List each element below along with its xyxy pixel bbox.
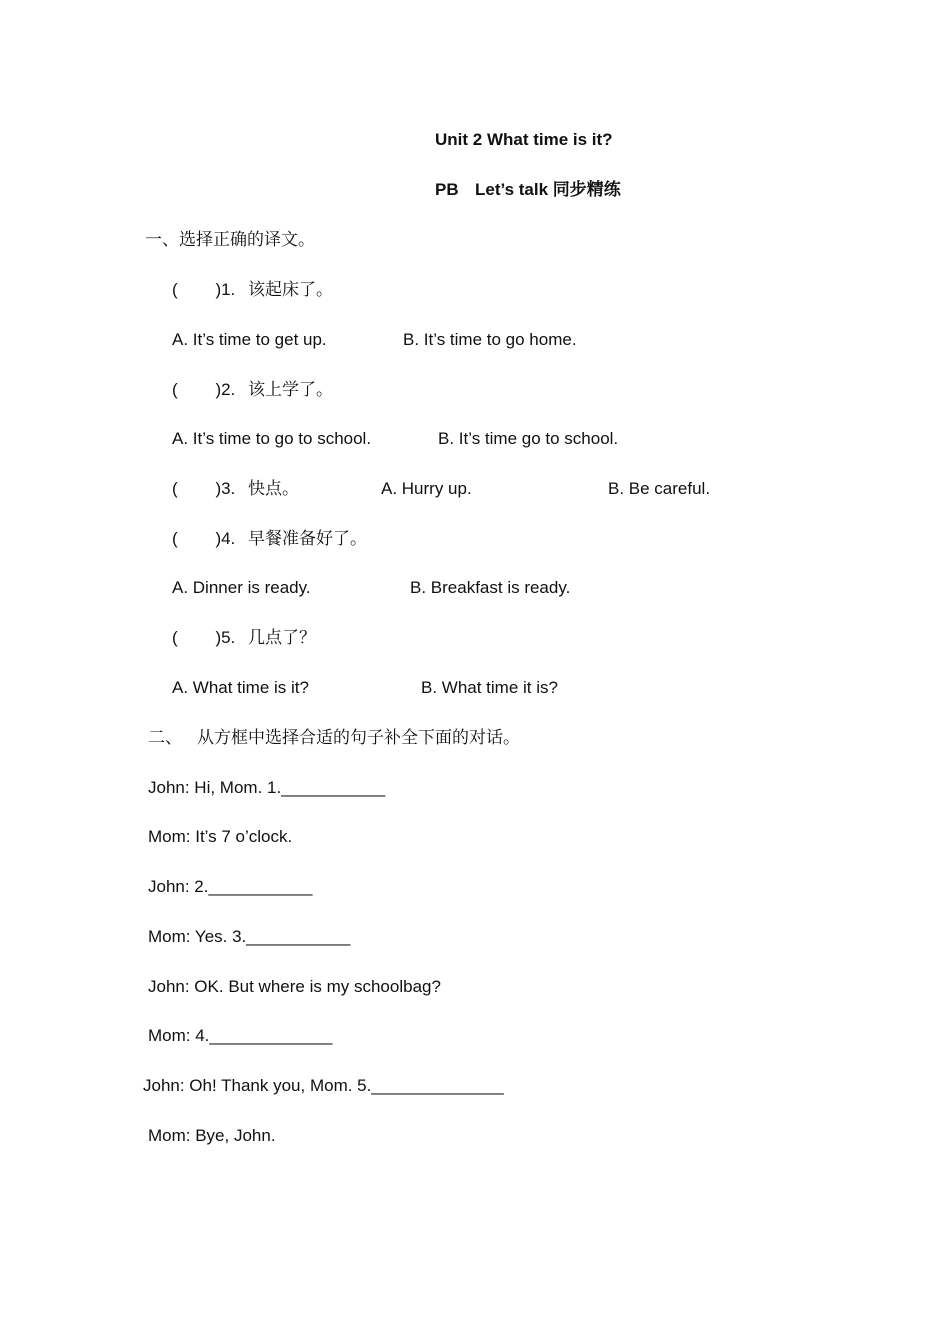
section2-heading-number: 二、 (148, 728, 182, 748)
q2-prompt: 该上学了。 (248, 380, 333, 400)
q3-number: ( )3. (172, 479, 236, 498)
q2-option-b: B. It’s time go to school. (438, 429, 619, 448)
section2-heading: 从方框中选择合适的句子补全下面的对话。 (197, 728, 520, 748)
dialogue-line-5: John: OK. But where is my schoolbag? (148, 977, 441, 996)
q5-prompt: 几点了？ (248, 628, 316, 648)
dialogue-line-3: John: 2.___________ (148, 877, 313, 896)
q1-number: ( )1. (172, 280, 236, 299)
dialogue-line-6: Mom: 4._____________ (148, 1026, 333, 1045)
q3-prompt: 快点。 (248, 479, 299, 499)
q1-option-b: B. It’s time to go home. (403, 330, 577, 349)
page-subtitle: Let’s talk 同步精练 (475, 180, 621, 199)
dialogue-line-8: Mom: Bye, John. (148, 1126, 276, 1145)
q2-option-a: A. It’s time to go to school. (172, 429, 372, 448)
q4-number: ( )4. (172, 529, 236, 548)
q1-prompt: 该起床了。 (248, 280, 333, 300)
q4-option-a: A. Dinner is ready. (172, 578, 311, 597)
q3-option-b: B. Be careful. (608, 479, 711, 498)
page-title: Unit 2 What time is it? (435, 130, 613, 149)
q3-option-a: A. Hurry up. (381, 479, 472, 498)
q1-option-a: A. It’s time to get up. (172, 330, 327, 349)
section1-heading: 一、选择正确的译文。 (145, 230, 315, 250)
dialogue-line-1: John: Hi, Mom. 1.___________ (148, 778, 386, 797)
page-subtitle-prefix: PB (435, 180, 459, 199)
q4-option-b: B. Breakfast is ready. (410, 578, 571, 597)
q2-number: ( )2. (172, 380, 236, 399)
q5-option-b: B. What time it is? (421, 678, 558, 697)
q5-option-a: A. What time is it? (172, 678, 309, 697)
q4-prompt: 早餐准备好了。 (248, 529, 367, 549)
dialogue-line-2: Mom: It’s 7 o’clock. (148, 827, 293, 846)
q5-number: ( )5. (172, 628, 236, 647)
dialogue-line-4: Mom: Yes. 3.___________ (148, 927, 351, 946)
dialogue-line-7: John: Oh! Thank you, Mom. 5.______________ (143, 1076, 504, 1095)
